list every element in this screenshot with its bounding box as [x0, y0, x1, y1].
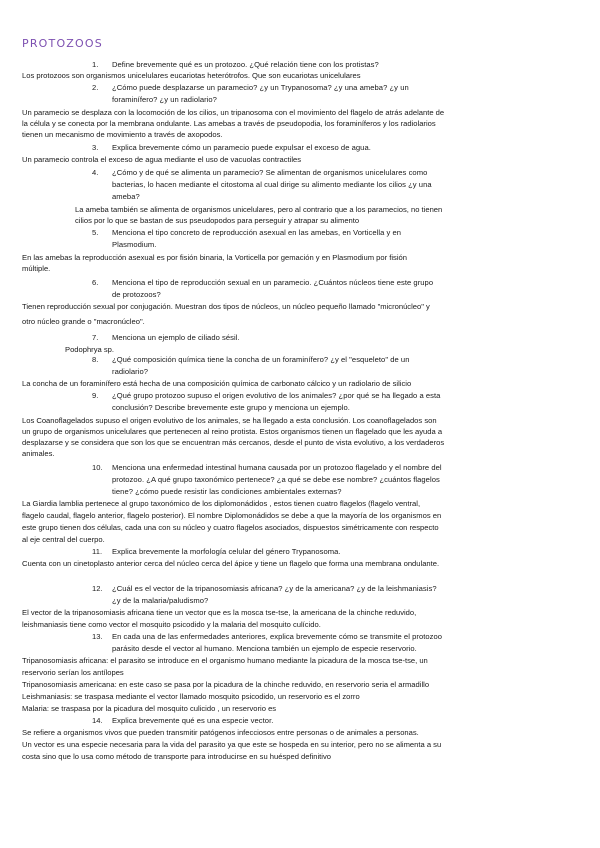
answer-10-line: este grupo tienen dos células, cada una con su núcleo y cuatro flagelos asociados, dispuestos simétricamente con respecto [22, 523, 439, 532]
answer-9-line: desplazarse y se considera que son los que se encuentran más cercanos, desde el punto de vista evolutivo, a los verdaderos [22, 438, 445, 447]
answer-9-line: animales. [22, 449, 55, 458]
answer-13-line: Tripanosomiasis americana: en este caso se pasa por la picadura de la chinche reduvido, en reservorio seria el armadillo [22, 680, 430, 689]
question-3: 3. Explica brevemente cómo un paramecio puede expulsar el exceso de agua. [92, 143, 371, 152]
question-13-cont: parásito desde el vector al humano. Menciona también un ejemplo de especie reservorio. [112, 644, 417, 653]
answer-10-line: flagelo caudal, flagelo anterior, flagelo posterior). El nombre Diplomonádidos se debe a que la mayoría de los organismos en [22, 511, 442, 520]
answer-14-line: costa sino que lo usa como método de transporte para introducirse en su huésped definitivo [22, 752, 332, 761]
answer-10-line: al eje central del cuerpo. [22, 535, 105, 544]
question-12-cont: ¿y de la malaria/paludismo? [112, 596, 209, 605]
answer-13-line: reservorio serían los antílopes [22, 668, 124, 677]
question-10-cont: tiene? ¿cómo puede resistir las condiciones ambientales externas? [112, 487, 342, 496]
question-10-cont: protozoo. ¿A qué grupo taxonómico pertenece? ¿a qué se debe ese nombre? ¿cuántos flagelos [112, 475, 440, 484]
answer-2-line: la célula y se conecta por la membrana ondulante. Las amebas a través de pseudopodia, los foraminíferos y los radiolarios [22, 119, 436, 128]
question-1: 1. Define brevemente qué es un protozoo. ¿Qué relación tiene con los protistas? [92, 60, 379, 69]
answer-13-line: Tripanosomiasis africana: el parasito se introduce en el organismo humano mediante la picadura de la mosca tse-tse, un [22, 656, 428, 665]
answer-2-line: tienen un mecanismo de movimiento a través de axopodos. [22, 130, 223, 139]
question-10: 10. Menciona una enfermedad intestinal humana causada por un protozoo flagelado y el nombre del [92, 463, 442, 472]
question-8: 8. ¿Qué composición química tiene la concha de un foraminífero? ¿y el "esqueleto" de un [92, 355, 410, 364]
question-9-cont: conclusión? Describe brevemente este grupo y menciona un ejemplo. [112, 403, 350, 412]
answer-8-line: La concha de un foraminífero está hecha de una composición química de carbonato cálcico y un radiolario de silicio [22, 379, 412, 388]
question-13: 13. En cada una de las enfermedades anteriores, explica brevemente cómo se transmite el protozoo [92, 632, 443, 641]
answer-6-line: otro núcleo grande o "macronúcleo". [22, 317, 145, 326]
answer-13-line: Leishmaniasis: se traspasa mediante el vector llamado mosquito psicodido, un reservorio es el zorro [22, 692, 360, 701]
answer-14-line: Un vector es una especie necesaria para la vida del parasito ya que este se hospeda en su interior, pero no se alimenta a su [22, 740, 442, 749]
question-14: 14. Explica brevemente qué es una especie vector. [92, 716, 274, 725]
answer-9-line: Los Coanoflagelados supuso el origen evolutivo de los animales, se ha llegado a esta conclusión. Los coanoflagelados son [22, 416, 437, 425]
question-4-cont: ameba? [112, 192, 140, 201]
question-2-cont: foraminífero? ¿y un radiolario? [112, 95, 217, 104]
answer-2-line: Un paramecio se desplaza con la locomoción de los cilios, un tripanosoma con el movimiento del flagelo de atrás adelante de [22, 108, 445, 117]
answer-13-line: Malaria: se traspasa por la picadura del mosquito culicido , un reservorio es [22, 704, 277, 713]
question-7: 7. Menciona un ejemplo de ciliado sésil. [92, 333, 240, 342]
answer-11-line: Cuenta con un cinetoplasto anterior cerca del núcleo cerca del ápice y tiene un flagelo que forma una membrana ondulante. [22, 559, 440, 568]
answer-1-line: Los protozoos son organismos unicelulares eucariotas heterótrofos. Que son eucariotas unicelulares [22, 71, 361, 80]
question-4: 4. ¿Cómo y de qué se alimenta un paramecio? Se alimentan de organismos unicelulares como [92, 168, 428, 177]
question-11: 11. Explica brevemente la morfología celular del género Trypanosoma. [92, 547, 341, 556]
question-8-cont: radiolario? [112, 367, 149, 376]
answer-10-line: La Giardia lamblia pertenece al grupo taxonómico de los diplomonádidos , estos tienen cuatro flagelos (flagelo ventral, [22, 499, 421, 508]
question-6: 6. Menciona el tipo de reproducción sexual en un paramecio. ¿Cuántos núcleos tiene este grupo [92, 278, 434, 287]
question-9: 9. ¿Qué grupo protozoo supuso el origen evolutivo de los animales? ¿por qué se ha llegado a esta [92, 391, 441, 400]
answer-5-line: En las amebas la reproducción asexual es por fisión binaria, la Vorticella por gemación y en Plasmodium por fisión [22, 253, 407, 262]
answer-5-line: múltiple. [22, 264, 51, 273]
question-2: 2. ¿Cómo puede desplazarse un paramecio? ¿y un Trypanosoma? ¿y una ameba? ¿y un [92, 83, 409, 92]
answer-4-line: cilios por lo que se bastan de sus pseudopodos para perseguir y atrapar su alimento [75, 216, 360, 225]
question-6-cont: de protozoos? [112, 290, 161, 299]
answer-7-line: Podophrya sp. [65, 345, 114, 354]
answer-3-line: Un paramecio controla el exceso de agua mediante el uso de vacuolas contractiles [22, 155, 302, 164]
question-5-cont: Plasmodium. [112, 240, 157, 249]
question-4-cont: bacterias, lo hacen mediante el citostoma al cual dirige su alimento mediante los cilios ¿y una [112, 180, 432, 189]
question-12: 12. ¿Cuál es el vector de la tripanosomiasis africana? ¿y de la americana? ¿y de la leishmaniasis? [92, 584, 437, 593]
question-5: 5. Menciona el tipo concreto de reproducción asexual en las amebas, en Vorticella y en [92, 228, 402, 237]
answer-12-line: leishmaniasis tiene como vector el mosquito psicodido y la malaria del mosquito culícido. [22, 620, 321, 629]
answer-6-line: Tienen reproducción sexual por conjugación. Muestran dos tipos de núcleos, un núcleo pequeño llamado "micronúcleo" y [22, 302, 430, 311]
answer-4-line: La ameba también se alimenta de organismos unicelulares, pero al contrario que a los paramecios, no tienen [75, 205, 443, 214]
answer-9-line: un grupo de organismos unicelulares que pertenecen al reino protista. Estos organismos tienen un flagelado que les ayuda a [22, 427, 443, 436]
answer-14-line: Se refiere a organismos vivos que pueden transmitir patógenos infecciosos entre personas o de animales a personas. [22, 728, 419, 737]
page-title: PROTOZOOS [22, 37, 103, 50]
answer-12-line: El vector de la tripanosomiasis africana tiene un vector que es la mosca tse-tse, la americana de la chinche reduvido, [22, 608, 417, 617]
